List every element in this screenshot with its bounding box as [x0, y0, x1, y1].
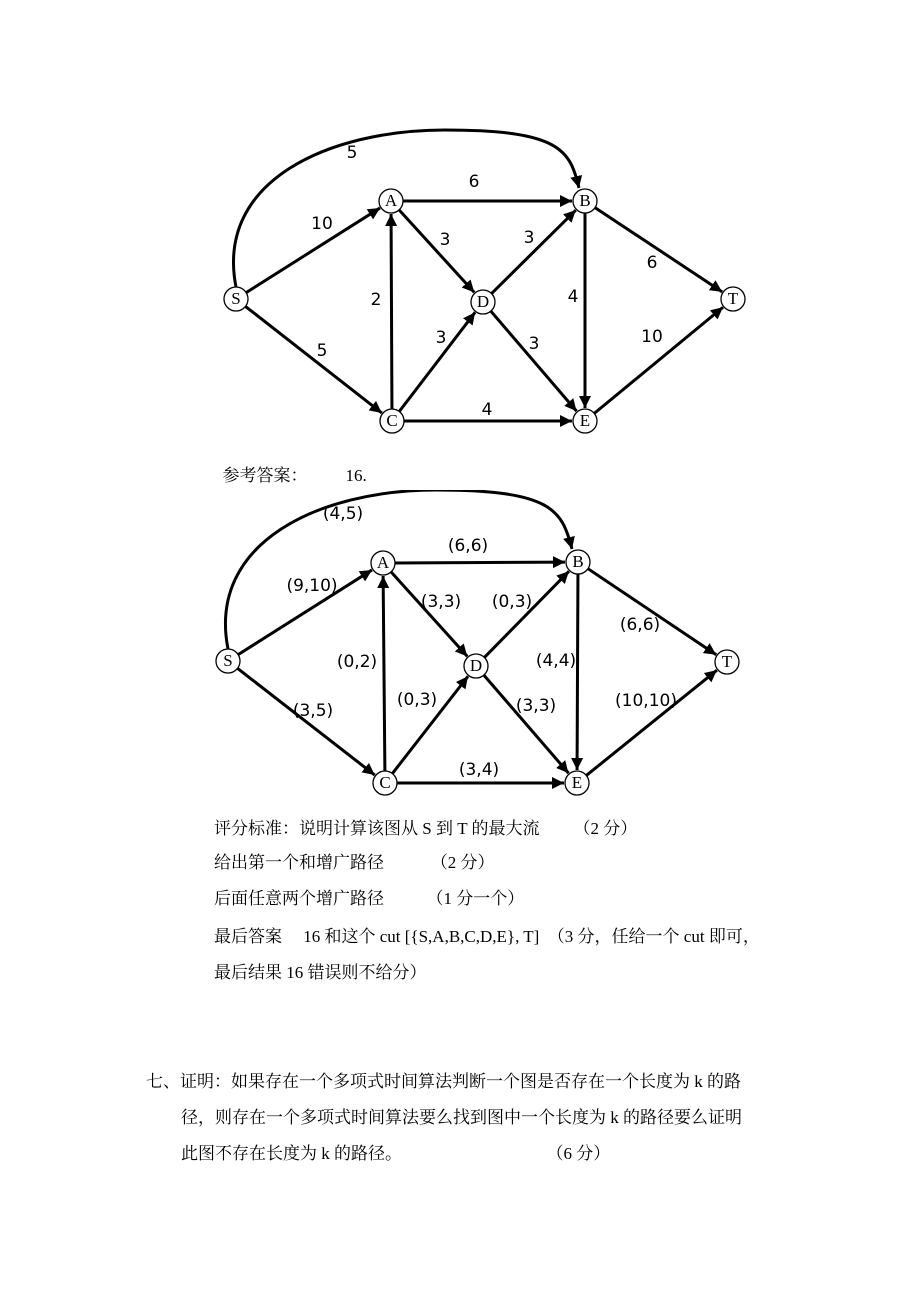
edge-label-c-d: (0,3)	[396, 690, 438, 710]
node-label-d: D	[469, 655, 483, 675]
node-label-e: E	[579, 410, 591, 430]
edge-a-b	[395, 562, 565, 563]
edge-s-b	[225, 490, 572, 649]
node-a	[379, 189, 403, 213]
node-e	[565, 771, 589, 795]
edge-label-e-t: 10	[641, 327, 663, 347]
edge-b-t	[595, 208, 722, 292]
node-label-s: S	[223, 650, 233, 670]
edge-d-e	[484, 675, 569, 773]
edge-label-c-e: 4	[481, 400, 493, 420]
edge-label-b-e: (4,4)	[535, 651, 577, 671]
edge-label-b-t: 6	[646, 253, 658, 273]
edge-label-c-a: (0,2)	[336, 652, 378, 672]
grading-line-1: 评分标准：说明计算该图从 S 到 T 的最大流 （2 分）	[214, 819, 638, 838]
node-label-c: C	[386, 410, 398, 430]
reference-answer	[214, 446, 367, 486]
grading-line-5: 最后结果 16 错误则不给分）	[214, 963, 427, 982]
node-d	[471, 290, 495, 314]
edge-label-b-t: (6,6)	[619, 615, 661, 635]
edge-s-c	[237, 668, 374, 775]
edge-label-d-e: (3,3)	[515, 696, 557, 716]
edge-d-b	[484, 571, 568, 657]
grading-line-2: 给出第一个和增广路径 （2 分）	[214, 853, 495, 872]
edge-label-a-b: 6	[468, 172, 480, 192]
edge-label-c-d: 3	[435, 328, 447, 348]
edge-e-t	[594, 307, 723, 413]
node-label-a: A	[384, 190, 398, 210]
edge-label-a-b: (6,6)	[447, 536, 489, 556]
edge-label-s-c: 5	[316, 341, 328, 361]
node-t	[715, 650, 739, 674]
edge-label-d-e: 3	[528, 334, 540, 354]
edge-b-e	[577, 574, 578, 770]
edge-label-b-e: 4	[567, 287, 579, 307]
node-label-b: B	[579, 190, 591, 210]
node-label-b: B	[572, 551, 584, 571]
problem7-line-3: 此图不存在长度为 k 的路径。 （6 分）	[181, 1144, 611, 1163]
node-s	[216, 649, 240, 673]
edge-label-d-b: 3	[523, 228, 535, 248]
edge-b-t	[588, 569, 716, 655]
edge-label-e-t: (10,10)	[615, 691, 677, 711]
edge-label-a-d: 3	[439, 230, 451, 250]
problem7-line-2: 径，则存在一个多项式时间算法要么找到图中一个长度为 k 的路径要么证明	[181, 1108, 742, 1127]
edge-e-t	[586, 670, 717, 775]
edge-label-s-b: (4,5)	[322, 504, 364, 524]
edge-label-s-b: 5	[346, 143, 358, 163]
max-flow-solution-graph	[0, 490, 920, 810]
edge-label-a-d: (3,3)	[420, 592, 462, 612]
node-label-e: E	[571, 772, 583, 792]
edge-c-a	[383, 576, 385, 771]
node-b	[573, 189, 597, 213]
node-label-a: A	[376, 552, 390, 572]
flow-network-svg	[0, 0, 920, 440]
flow-network-graph	[0, 0, 920, 440]
node-t	[721, 287, 745, 311]
edge-c-a	[391, 214, 392, 409]
max-flow-solution-svg	[0, 490, 920, 810]
edge-d-b	[492, 210, 576, 293]
node-c	[380, 409, 404, 433]
node-label-s: S	[231, 288, 241, 308]
node-label-d: D	[476, 291, 490, 311]
node-e	[573, 409, 597, 433]
node-label-t: T	[727, 288, 739, 308]
reference-answer-value: 16.	[345, 466, 367, 485]
problem7-line-1: 七、证明：如果存在一个多项式时间算法判断一个图是否存在一个长度为 k 的路	[146, 1072, 741, 1091]
edge-label-c-a: 2	[370, 290, 382, 310]
edge-d-e	[491, 311, 577, 411]
edge-a-d	[399, 210, 474, 293]
grading-line-3: 后面任意两个增广路径 （1 分一个）	[214, 889, 525, 908]
edge-label-c-e: (3,4)	[458, 760, 500, 780]
node-label-t: T	[721, 651, 733, 671]
edge-label-d-b: (0,3)	[491, 592, 533, 612]
grading-line-4: 最后答案 16 和这个 cut [{S,A,B,C,D,E}, T] （3 分，任给一个 cut 即可，	[214, 927, 760, 946]
node-c	[373, 771, 397, 795]
node-label-c: C	[379, 772, 391, 792]
edge-label-s-a: (9,10)	[286, 576, 338, 596]
edge-s-b	[234, 130, 579, 287]
edge-label-s-c: (3,5)	[292, 701, 334, 721]
node-s	[224, 287, 248, 311]
edge-label-s-a: 10	[311, 214, 333, 234]
reference-answer-label: 参考答案：	[222, 466, 308, 485]
node-d	[464, 654, 488, 678]
edge-a-d	[391, 572, 467, 656]
node-b	[566, 550, 590, 574]
edge-s-c	[245, 306, 381, 413]
node-a	[371, 551, 395, 575]
